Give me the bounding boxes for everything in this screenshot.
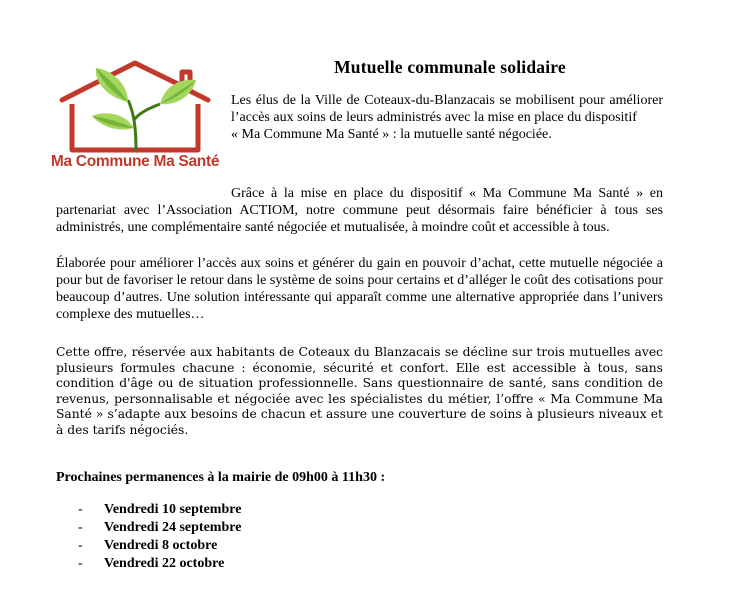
ma-commune-ma-sante-logo — [50, 58, 220, 180]
list-item — [56, 520, 241, 538]
list-item — [56, 502, 241, 520]
paragraph-purpose: Élaborée pour améliorer l’accès aux soins et générer du gain en pouvoir d’achat, cette mutuelle négociée a pour but de favoriser le retour dans le système de soins pour certains et d’alléger le coût des cotisations pour beaucoup d’autres. Une solution intéressante qui apparaît comme une alternative appropriée dans l’univers complexe des mutuelles… — [56, 256, 663, 322]
date-label: Vendredi 8 octobre — [104, 538, 218, 553]
bullet-dash: - — [78, 538, 83, 553]
date-label: Vendredi 22 octobre — [104, 556, 225, 571]
paragraph-partnership: Grâce à la mise en place du dispositif « Ma Commune Ma Santé » en partenariat avec l’Association ACTIOM, notre commune peut désormais faire bénéficier à tous ses administrés, une complémentaire santé négociée et mutualisée, à moindre coût et accessible à tous. — [56, 186, 663, 235]
list-item — [56, 538, 241, 556]
paragraph-offer: Cette offre, réservée aux habitants de Coteaux du Blanzacais se décline sur trois mutuelles avec plusieurs formules chacune : économie, sécurité et confort. Elle est accessible à tous, sans condition d'âge ou de situation professionnelle. Sans questionnaire de santé, sans condition de revenus, personnalisable et négociée avec les spécialistes du métier, l’offre « Ma Commune Ma Santé » s’adapte aux besoins de chacun et assure une couverture de soins à plusieurs niveaux et à des tarifs négociés. — [56, 345, 663, 437]
permanences-list — [56, 502, 241, 574]
intro-paragraph — [231, 92, 663, 143]
bullet-dash: - — [78, 556, 83, 571]
date-label: Vendredi 10 septembre — [104, 502, 242, 517]
list-item — [56, 556, 241, 574]
house-leaves-icon — [50, 58, 220, 153]
article-title: Mutuelle communale solidaire — [334, 57, 566, 77]
bullet-dash: - — [78, 502, 83, 517]
intro-line: Les élus de la Ville de Coteaux-du-Blanzacais se mobilisent pour améliorer l’accès aux soins de leurs administrés avec la mise en place du dispositif — [231, 93, 663, 125]
permanences-title: Prochaines permanences à la mairie de 09h00 à 11h30 : — [56, 470, 386, 485]
bullet-dash: - — [78, 520, 83, 535]
date-label: Vendredi 24 septembre — [104, 520, 242, 535]
logo-text: Ma Commune Ma Santé — [50, 153, 220, 170]
intro-line: « Ma Commune Ma Santé » : la mutuelle santé négociée. — [231, 127, 552, 142]
